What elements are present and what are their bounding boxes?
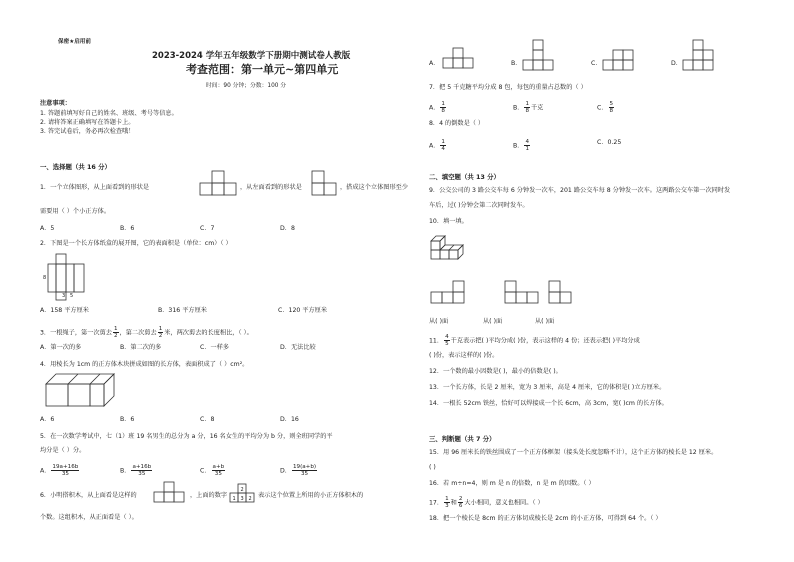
notice-item: 1. 答题前填写好自己的姓名、班级、考号等信息。: [40, 110, 178, 117]
q1-left-view-figure: [312, 177, 340, 197]
q2-option-c[interactable]: C．120 平方厘米: [278, 307, 328, 314]
q13-stem: 13．一个长方体，长是 2 厘米，宽为 3 厘米，高是 4 厘米，它的体积是( )立方厘米。: [429, 384, 666, 391]
q6-option-d[interactable]: D．: [671, 60, 682, 67]
q1-text-b: ，从左面看到的形状是: [240, 184, 302, 191]
q3-text-b: ，第二次剪去: [119, 329, 157, 337]
q8-option-c[interactable]: C．0.25: [597, 139, 622, 146]
q4-option-c[interactable]: C．8: [200, 416, 215, 423]
q5-option-b[interactable]: B． $\frac{a+16b}{35}$: [120, 464, 152, 477]
q14-stem: 14．一根长 52cm 铁丝，恰好可以焊接成一个长 6cm，高 3cm，宽( )cm 的长方体。: [429, 400, 668, 407]
q6-option-c-figure: [603, 42, 635, 72]
section-choice-title: 一、选择题（共 16 分）: [40, 163, 111, 171]
q7-option-b[interactable]: B． $\frac{1}{8}$ 千克: [513, 101, 544, 114]
q1-option-b[interactable]: B．6: [120, 225, 135, 232]
q6-option-d-figure: [683, 40, 715, 72]
q6-grid-value: 2: [248, 496, 252, 502]
q10-cube-stack-figure: [431, 232, 471, 266]
q2-option-b[interactable]: B．316 平方厘米: [158, 307, 207, 314]
q3-fraction-2: $\frac{1}{2}$: [158, 326, 163, 339]
q5-option-d[interactable]: D． $\frac{19(a+b)}{35}$: [280, 464, 317, 477]
q1-text-d: 需要用（ ）个小正方体。: [40, 208, 111, 215]
q4-option-b[interactable]: B．6: [120, 416, 135, 423]
q6-grid-value: 3: [240, 496, 244, 502]
q9-text-b: 车后，过( )分钟会第二次同时发车。: [429, 202, 529, 209]
q10-stem: 10．填一填。: [429, 218, 468, 225]
q6-number-grid: [230, 484, 260, 504]
q15-text-b[interactable]: ( ): [429, 464, 436, 471]
q2-label-width: 3: [62, 293, 66, 299]
q7-option-a[interactable]: A． $\frac{1}{8}$: [429, 101, 445, 114]
q3-option-c[interactable]: C．一样多: [200, 344, 230, 351]
q6-text-b: ，上面的数字: [190, 492, 228, 499]
q12-stem: 12．一个数的最小因数是( )，最小的倍数是( )。: [429, 368, 562, 375]
q7-stem: 7．把 5 千克糖平均分成 8 包，每包的重量占总数的（ ）: [429, 84, 587, 91]
q1-text-c: ，搭成这个立体图形至少: [340, 184, 409, 191]
q2-label-height: 8: [43, 275, 47, 281]
q9-text-a: 9．公交公司的 3 路公交车每 6 分钟发一次车，201 路公交车每 8 分钟发一次车。这两路公交车第一次同时发: [429, 187, 731, 194]
notice-heading: 注意事项：: [40, 100, 71, 107]
q2-option-a[interactable]: A．158 平方厘米: [40, 307, 89, 314]
q10-answer-3[interactable]: 从( )面: [535, 318, 555, 325]
section-judge-title: 三、判断题（共 7 分）: [429, 435, 496, 443]
q3-option-d[interactable]: D．无法比较: [280, 344, 316, 351]
q17-fraction-2: $\frac{2}{6}$: [458, 496, 463, 509]
secret-label: 保密★启用前: [58, 39, 91, 45]
q5-text-a: 5．在一次数学考试中，七（1）班 19 名男生的总分为 a 分，16 名女生的平均分为 b 分，则全班同学的平: [40, 433, 333, 440]
q6-option-b[interactable]: B．: [511, 60, 522, 67]
q8-option-a[interactable]: A． $\frac{1}{4}$: [429, 139, 445, 152]
q11-fraction: $\frac{4}{5}$: [445, 334, 449, 347]
q3-text-c: 米，两次剪去的长度相比，（ ）。: [164, 329, 253, 337]
right-column: [425, 0, 775, 562]
left-column: [40, 0, 409, 562]
exam-scope: 考查范围：第一单元~第四单元: [186, 63, 339, 76]
q11-text-b: ( )份，表示这样的( )份。: [429, 352, 499, 359]
section-fill-title: 二、填空题（共 13 分）: [429, 173, 500, 181]
q1-text-a: 1．一个立体图形，从上面看到的形状是: [40, 184, 150, 191]
q6-option-a[interactable]: A．: [429, 60, 440, 67]
q1-option-a[interactable]: A．5: [40, 225, 55, 232]
q6-top-view-figure: [154, 484, 190, 504]
q2-stem: 2．下图是一个长方体纸盒的展开图，它的表面积是（单位：cm）（ ）: [40, 240, 232, 247]
q6-grid-value: 1: [232, 496, 236, 502]
q5-option-c[interactable]: C． $\frac{a+b}{35}$: [200, 464, 225, 477]
q4-option-d[interactable]: D．16: [280, 416, 299, 423]
q6-option-b-figure: [523, 42, 555, 72]
q8-stem: 8．4 的倒数是（ ）: [429, 120, 485, 127]
q10-view-1-figure: [431, 282, 471, 306]
q1-option-d[interactable]: D．8: [280, 225, 295, 232]
q6-text-c: 表示这个位置上所用的小正方体积木的: [258, 492, 364, 499]
q2-net-figure: [48, 254, 88, 302]
q3-text-a: 3．一根绳子，第一次剪去: [40, 329, 112, 337]
q6-text-d: 个数。这组积木，从正面看是（ ）。: [40, 514, 138, 521]
q10-answer-1[interactable]: 从( )面: [429, 318, 449, 325]
q3-option-a[interactable]: A．第一次的多: [40, 344, 82, 351]
exam-time: 时间：90 分钟；分数：100 分: [206, 83, 287, 89]
q10-view-2-figure: [505, 282, 545, 306]
notice-item: 3. 答完试卷后，务必再次检查哦！: [40, 128, 135, 135]
q6-grid-value: 2: [240, 487, 244, 493]
q2-label-length: 5: [70, 293, 74, 299]
q6-option-a-figure: [443, 48, 475, 70]
q4-cuboid-figure: [46, 374, 116, 410]
q5-text-b: 均分是（ ）分。: [40, 447, 86, 454]
q1-option-c[interactable]: C．7: [200, 225, 215, 232]
q17-fraction-1: $\frac{1}{3}$: [445, 496, 449, 509]
q3-option-b[interactable]: B．第二次的多: [120, 344, 162, 351]
q1-top-view-figure: [200, 177, 240, 197]
q6-text-a: 6．小明搭积木，从上面看是这样的: [40, 492, 137, 499]
notice-item: 2. 请将答案正确填写在答题卡上。: [40, 119, 135, 126]
q16-stem: 16．若 m÷n=4，则 m 是 n 的倍数，n 是 m 的因数。（ ）: [429, 480, 595, 487]
q5-option-a[interactable]: A． $\frac{19a+16b}{35}$: [40, 464, 79, 477]
q10-view-3-figure: [549, 282, 589, 306]
q3-stem: [40, 326, 253, 339]
q11-text-a: 11． $\frac{4}{5}$ 千克表示把( )平均分成( )份，表示这样的 4 份；还表示把( )平均分成: [429, 334, 640, 347]
q15-text-a: 15．用 96 厘米长的铁丝围成了一个正方体框架（接头处长度忽略不计），这个正方体的棱长是 12 厘米。: [429, 449, 718, 456]
q4-stem: 4．用棱长为 1cm 的正方体木块拼成如图的长方体，表面积成了（ ）cm²。: [40, 361, 249, 368]
q4-option-a[interactable]: A．6: [40, 416, 55, 423]
exam-title: 2023-2024 学年五年级数学下册期中测试卷人教版: [152, 51, 351, 61]
q8-option-b[interactable]: B． $\frac{4}{1}$: [513, 139, 529, 152]
q10-answer-2[interactable]: 从( )面: [483, 318, 503, 325]
q6-option-c[interactable]: C．: [591, 60, 602, 67]
q17-stem: 17． $\frac{1}{3}$ 和 $\frac{2}{6}$ 大小相同，意义也相同。（ ）: [429, 496, 544, 509]
q3-fraction-1: $\frac{1}{2}$: [114, 326, 118, 339]
q7-option-c[interactable]: C． $\frac{5}{8}$: [597, 101, 614, 114]
q18-stem: 18．把一个棱长是 8cm 的正方体切成棱长是 2cm 的小正方体，可得到 64 个。（ ）: [429, 515, 662, 522]
